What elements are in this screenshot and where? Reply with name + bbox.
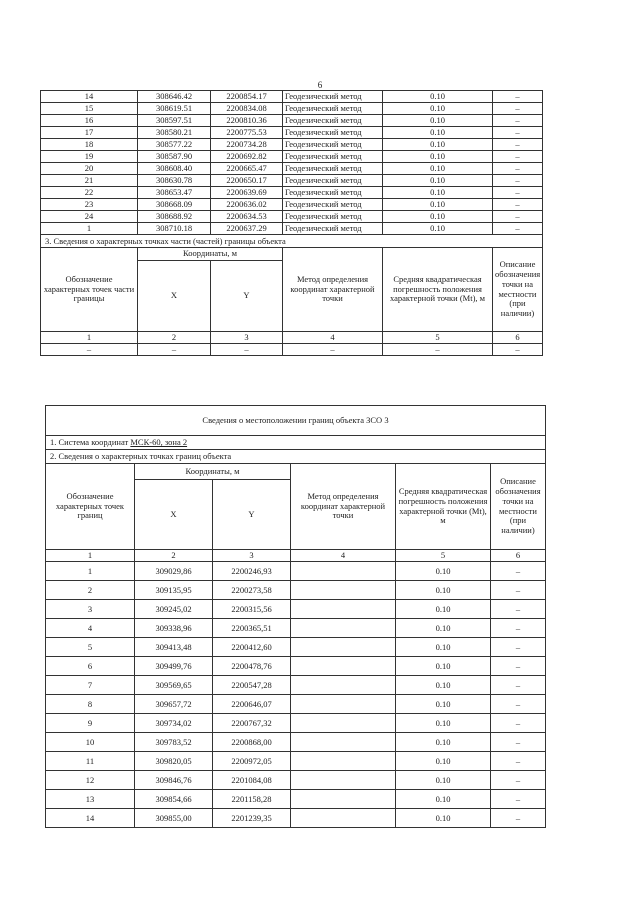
table-row: 1 309029,86 2200246,93 0.10 –: [46, 562, 546, 581]
header-x: X: [135, 480, 213, 550]
table-row: 2 309135,95 2200273,58 0.10 –: [46, 581, 546, 600]
zso-title: Сведения о местоположении границ объекта ЗСО 3: [46, 406, 546, 436]
table-row: 16 308597.51 2200810.36 Геодезический метод 0.10 –: [41, 115, 543, 127]
table-row: 19 308587.90 2200692.82 Геодезический метод 0.10 –: [41, 151, 543, 163]
header-method: Метод определения координат характерной точки: [291, 464, 396, 550]
table-row: 3 309245,02 2200315,56 0.10 –: [46, 600, 546, 619]
coordinate-system: 1. Система координат МСК-60, зона 2: [46, 436, 546, 450]
table-row: 20 308608.40 2200665.47 Геодезический метод 0.10 –: [41, 163, 543, 175]
table-row: 18 308577.22 2200734.28 Геодезический метод 0.10 –: [41, 139, 543, 151]
table-row: 10 309783,52 2200868,00 0.10 –: [46, 733, 546, 752]
s3-header-point: Обозначение характерных точек части границы: [41, 248, 138, 332]
table-row: 1 308710.18 2200637.29 Геодезический метод 0.10 –: [41, 223, 543, 235]
table-row: 14 308646.42 2200854.17 Геодезический метод 0.10 –: [41, 91, 543, 103]
table-row: 14 309855,00 2201239,35 0.10 –: [46, 809, 546, 828]
upper-table: [40, 90, 543, 356]
header-y: Y: [213, 480, 291, 550]
s3-header-precision: Средняя квадратическая погрешность положения характерной точки (Mt), м: [383, 248, 493, 332]
table-row: 21 308630.78 2200650.17 Геодезический метод 0.10 –: [41, 175, 543, 187]
s3-header-method: Метод определения координат характерной точки: [283, 248, 383, 332]
page-number: 6: [317, 80, 323, 90]
s3-header-description: Описание обозначения точки на местности (при наличии): [493, 248, 543, 332]
table-row: 13 309854,66 2201158,28 0.10 –: [46, 790, 546, 809]
s3-header-y: Y: [211, 261, 283, 332]
table-row: 22 308653.47 2200639.69 Геодезический метод 0.10 –: [41, 187, 543, 199]
section3-title: 3. Сведения о характерных точках части (частей) границы объекта: [41, 235, 543, 248]
table-row: 9 309734,02 2200767,32 0.10 –: [46, 714, 546, 733]
s3-header-coords: Координаты, м: [138, 248, 283, 261]
table-row: 6 309499,76 2200478,76 0.10 –: [46, 657, 546, 676]
header-coords: Координаты, м: [135, 464, 291, 480]
header-point: Обозначение характерных точек границ: [46, 464, 135, 550]
header-precision: Средняя квадратическая погрешность положения характерной точки (Mt), м: [396, 464, 491, 550]
lower-table: [45, 405, 546, 828]
table-row: 15 308619.51 2200834.08 Геодезический метод 0.10 –: [41, 103, 543, 115]
header-description: Описание обозначения точки на местности (при наличии): [491, 464, 546, 550]
s3-empty-row: – – – – – –: [41, 344, 543, 356]
s3-header-x: X: [138, 261, 211, 332]
table-row: 4 309338,96 2200365,51 0.10 –: [46, 619, 546, 638]
s3-column-numbers: 1 2 3 4 5 6: [41, 332, 543, 344]
table-row: 17 308580.21 2200775.53 Геодезический метод 0.10 –: [41, 127, 543, 139]
table-row: 24 308688.92 2200634.53 Геодезический метод 0.10 –: [41, 211, 543, 223]
table-row: 11 309820,05 2200972,05 0.10 –: [46, 752, 546, 771]
table-row: 23 308668.09 2200636.02 Геодезический метод 0.10 –: [41, 199, 543, 211]
table-row: 12 309846,76 2201084,08 0.10 –: [46, 771, 546, 790]
table-row: 7 309569,65 2200547,28 0.10 –: [46, 676, 546, 695]
column-numbers: 1 2 3 4 5 6: [46, 550, 546, 562]
coordinate-system-value: МСК-60, зона 2: [130, 437, 188, 448]
section2-title: 2. Сведения о характерных точках границ объекта: [46, 450, 546, 464]
table-row: 8 309657,72 2200646,07 0.10 –: [46, 695, 546, 714]
table-row: 5 309413,48 2200412,60 0.10 –: [46, 638, 546, 657]
